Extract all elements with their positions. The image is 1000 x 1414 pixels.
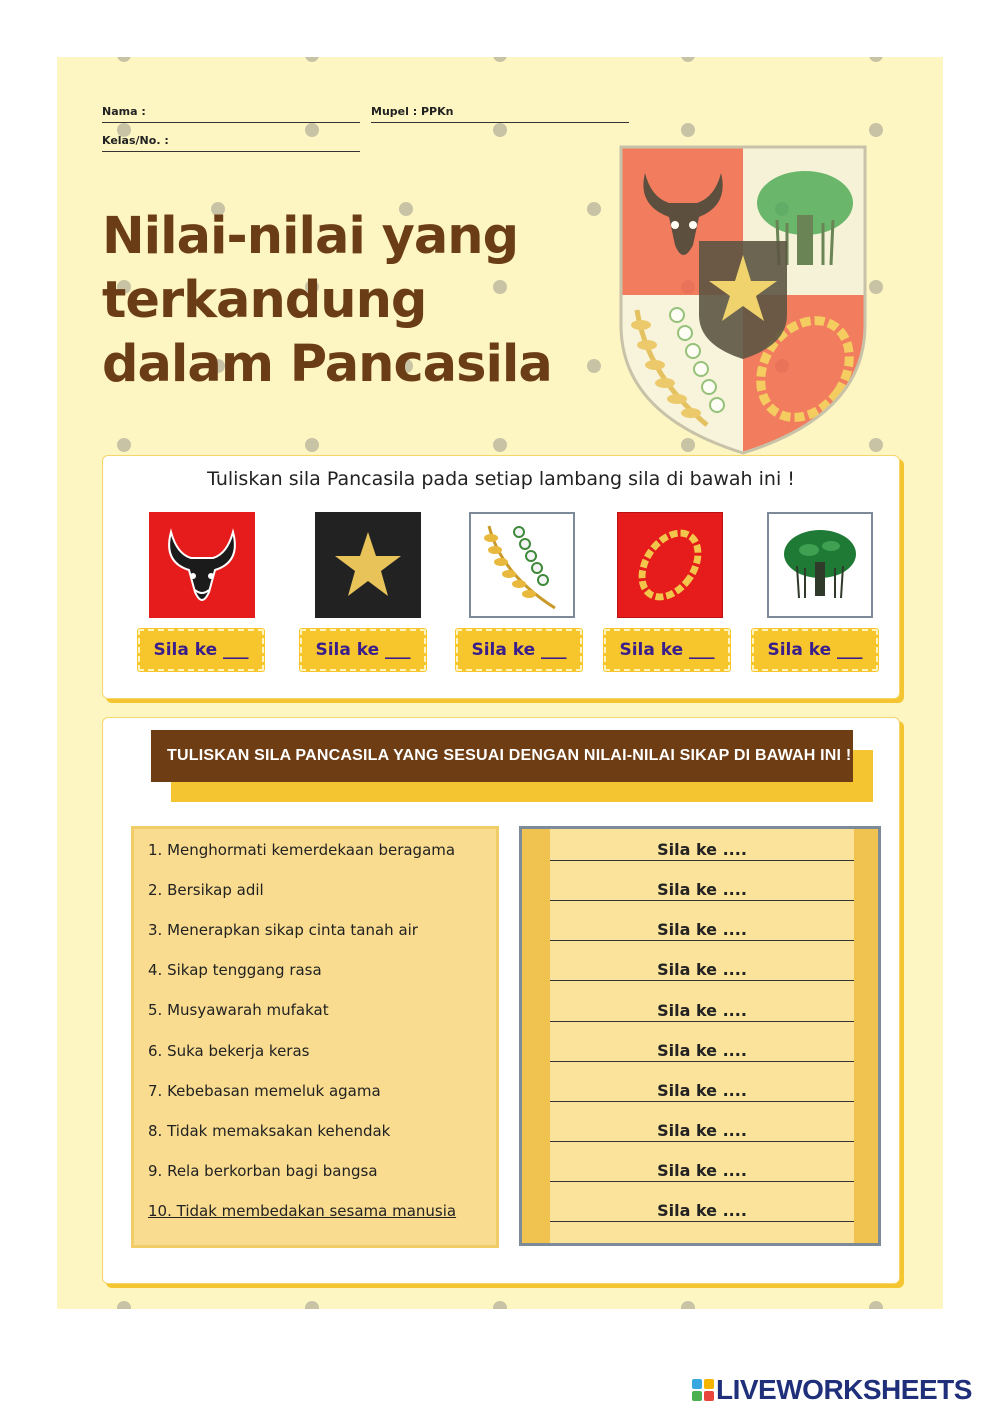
page-title — [102, 205, 602, 397]
worksheet-page — [57, 57, 943, 1309]
answer-row[interactable] — [550, 1022, 854, 1062]
values-banner: TULISKAN SILA PANCASILA YANG SESUAI DENGAN NILAI-NILAI SIKAP DI BAWAH INI ! — [151, 730, 853, 782]
answer-label: Sila ke .... — [657, 1081, 747, 1100]
list-item: 5. Musyawarah mufakat — [148, 1001, 329, 1019]
title-line-2: terkandung — [102, 271, 427, 330]
title-line-3: dalam Pancasila — [102, 335, 552, 394]
list-item: 10. Tidak membedakan sesama manusia — [148, 1202, 457, 1220]
star-icon — [315, 512, 421, 618]
answer-row[interactable] — [550, 1182, 854, 1222]
symbols-panel — [102, 455, 900, 699]
symbols-instruction: Tuliskan sila Pancasila pada setiap lambang sila di bawah ini ! — [207, 468, 795, 490]
list-item: 9. Rela berkorban bagi bangsa — [148, 1162, 378, 1180]
answer-label: Sila ke .... — [657, 1041, 747, 1060]
chain-icon — [617, 512, 723, 618]
brand-name: LIVEWORKSHEETS — [716, 1374, 972, 1405]
answer-label: Sila ke .... — [657, 880, 747, 899]
answer-label: Sila ke .... — [657, 920, 747, 939]
symbol-tag-3[interactable]: Sila ke ___ — [455, 628, 583, 672]
answer-row[interactable] — [550, 1062, 854, 1102]
answer-row[interactable] — [550, 982, 854, 1022]
rice-cotton-icon — [469, 512, 575, 618]
symbol-tag-1[interactable]: Sila ke ___ — [137, 628, 265, 672]
list-item: 7. Kebebasan memeluk agama — [148, 1082, 381, 1100]
list-item: 3. Menerapkan sikap cinta tanah air — [148, 921, 418, 939]
answers-column — [550, 829, 854, 1243]
answer-label: Sila ke .... — [657, 1161, 747, 1180]
values-panel — [102, 717, 900, 1284]
answer-label: Sila ke .... — [657, 1121, 747, 1140]
answer-row[interactable] — [550, 821, 854, 861]
nama-label: Nama : — [102, 105, 146, 118]
liveworksheets-brand[interactable] — [692, 1374, 972, 1406]
answers-box — [519, 826, 881, 1246]
values-list — [131, 826, 499, 1248]
kelas-label: Kelas/No. : — [102, 134, 169, 147]
title-line-1: Nilai-nilai yang — [102, 207, 519, 266]
kelas-line[interactable] — [102, 151, 360, 152]
pancasila-shield-icon — [617, 145, 869, 455]
answer-label: Sila ke .... — [657, 960, 747, 979]
list-item: 8. Tidak memaksakan kehendak — [148, 1122, 391, 1140]
mupel-value: PPKn — [420, 105, 454, 118]
banyan-tree-icon — [767, 512, 873, 618]
bull-head-icon — [149, 512, 255, 618]
answer-row[interactable] — [550, 1142, 854, 1182]
mupel-label — [371, 105, 453, 118]
symbol-tag-4[interactable]: Sila ke ___ — [603, 628, 731, 672]
answer-row[interactable] — [550, 901, 854, 941]
mupel-line — [371, 122, 629, 123]
symbol-tag-5[interactable]: Sila ke ___ — [751, 628, 879, 672]
liveworksheets-logo-icon — [692, 1379, 714, 1401]
nama-line[interactable] — [102, 122, 360, 123]
list-item: 1. Menghormati kemerdekaan beragama — [148, 841, 456, 859]
answer-row[interactable] — [550, 1102, 854, 1142]
mupel-label-text: Mupel : — [371, 105, 418, 118]
list-item: 6. Suka bekerja keras — [148, 1042, 310, 1060]
answer-label: Sila ke .... — [657, 1201, 747, 1220]
list-item: 2. Bersikap adil — [148, 881, 264, 899]
answer-row[interactable] — [550, 941, 854, 981]
answer-row[interactable] — [550, 861, 854, 901]
answer-label: Sila ke .... — [657, 1001, 747, 1020]
answer-label: Sila ke .... — [657, 840, 747, 859]
list-item: 4. Sikap tenggang rasa — [148, 961, 322, 979]
symbol-tag-2[interactable]: Sila ke ___ — [299, 628, 427, 672]
